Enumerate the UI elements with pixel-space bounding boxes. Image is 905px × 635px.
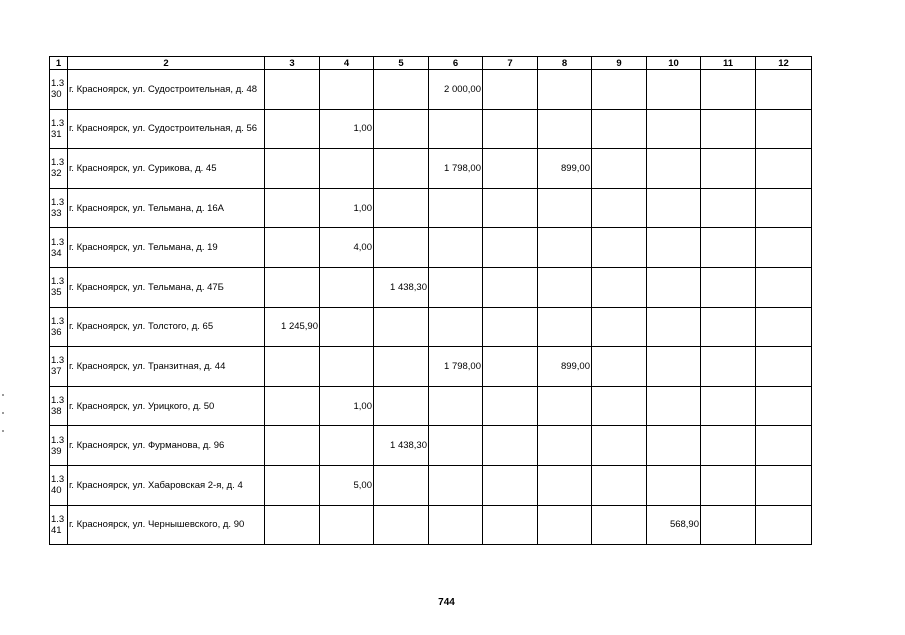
value-cell: 1 798,00 [429,347,483,387]
address-cell: г. Красноярск, ул. Тельмана, д. 16А [68,188,265,228]
value-cell [429,267,483,307]
value-cell [483,149,538,189]
value-cell [483,188,538,228]
value-cell [592,109,647,149]
value-cell: 5,00 [320,465,374,505]
value-cell [701,70,756,110]
value-cell [592,228,647,268]
value-cell [483,307,538,347]
table-row [50,307,812,347]
value-cell [701,109,756,149]
table-row [50,505,812,545]
value-cell: 2 000,00 [429,70,483,110]
row-number-cell: 1.3 33 [50,188,68,228]
value-cell: 899,00 [538,149,592,189]
value-cell [483,347,538,387]
value-cell [647,149,701,189]
value-cell [265,188,320,228]
value-cell [320,307,374,347]
address-cell: г. Красноярск, ул. Фурманова, д. 96 [68,426,265,466]
value-cell: 1 798,00 [429,149,483,189]
value-cell: 1,00 [320,188,374,228]
address-cell: г. Красноярск, ул. Судостроительная, д. 48 [68,70,265,110]
value-cell [701,307,756,347]
value-cell [429,228,483,268]
row-number-cell: 1.3 35 [50,267,68,307]
value-cell [374,149,429,189]
table-row [50,386,812,426]
value-cell [483,465,538,505]
value-cell [429,307,483,347]
value-cell [429,426,483,466]
value-cell [483,426,538,466]
value-cell [265,228,320,268]
value-cell [538,465,592,505]
value-cell [483,70,538,110]
value-cell [320,70,374,110]
page-number: 744 [438,597,455,608]
table-header-row [50,57,812,70]
value-cell [265,386,320,426]
value-cell [756,426,812,466]
value-cell: 4,00 [320,228,374,268]
value-cell [265,465,320,505]
value-cell [483,109,538,149]
table-row [50,109,812,149]
address-cell: г. Красноярск, ул. Хабаровская 2-я, д. 4 [68,465,265,505]
value-cell [701,505,756,545]
value-cell: 1 438,30 [374,267,429,307]
scan-artifact [2,412,4,414]
column-header: 3 [265,57,320,70]
value-cell [374,307,429,347]
value-cell [701,267,756,307]
value-cell [647,426,701,466]
value-cell [374,386,429,426]
value-cell [647,465,701,505]
value-cell [592,386,647,426]
address-cell: г. Красноярск, ул. Толстого, д. 65 [68,307,265,347]
column-header: 6 [429,57,483,70]
scan-artifact [2,394,4,396]
value-cell [756,149,812,189]
value-cell [429,386,483,426]
value-cell [429,188,483,228]
value-cell [538,228,592,268]
value-cell [374,347,429,387]
value-cell [756,505,812,545]
value-cell: 1 438,30 [374,426,429,466]
value-cell [701,149,756,189]
value-cell [592,267,647,307]
value-cell [647,267,701,307]
address-cell: г. Красноярск, ул. Урицкого, д. 50 [68,386,265,426]
value-cell [592,307,647,347]
value-cell [265,109,320,149]
column-header: 8 [538,57,592,70]
value-cell [647,109,701,149]
column-header: 1 [50,57,68,70]
value-cell [592,188,647,228]
value-cell [592,505,647,545]
address-cell: г. Красноярск, ул. Судостроительная, д. 56 [68,109,265,149]
value-cell [265,505,320,545]
value-cell [592,149,647,189]
column-header: 4 [320,57,374,70]
value-cell [592,465,647,505]
value-cell: 899,00 [538,347,592,387]
value-cell [320,267,374,307]
column-header: 7 [483,57,538,70]
value-cell [538,70,592,110]
value-cell [538,386,592,426]
value-cell [374,109,429,149]
value-cell [647,188,701,228]
value-cell [265,70,320,110]
value-cell [265,426,320,466]
value-cell [538,426,592,466]
table-row [50,149,812,189]
value-cell [429,109,483,149]
value-cell [538,307,592,347]
value-cell [320,426,374,466]
value-cell [374,228,429,268]
value-cell [701,465,756,505]
address-cell: г. Красноярск, ул. Сурикова, д. 45 [68,149,265,189]
value-cell [701,347,756,387]
value-cell [592,426,647,466]
table-row [50,188,812,228]
value-cell [701,426,756,466]
scan-artifact [2,430,4,432]
table-row [50,70,812,110]
value-cell [265,347,320,387]
value-cell [265,149,320,189]
row-number-cell: 1.3 41 [50,505,68,545]
table-row [50,228,812,268]
value-cell [756,70,812,110]
value-cell [320,149,374,189]
column-header: 5 [374,57,429,70]
value-cell [538,188,592,228]
address-cell: г. Красноярск, ул. Тельмана, д. 47Б [68,267,265,307]
value-cell [320,347,374,387]
value-cell [538,267,592,307]
value-cell [592,70,647,110]
table-row [50,347,812,387]
value-cell: 1,00 [320,109,374,149]
row-number-cell: 1.3 34 [50,228,68,268]
address-cell: г. Красноярск, ул. Тельмана, д. 19 [68,228,265,268]
value-cell [647,386,701,426]
value-cell [265,267,320,307]
column-header: 10 [647,57,701,70]
row-number-cell: 1.3 39 [50,426,68,466]
column-header: 2 [68,57,265,70]
table-row [50,465,812,505]
value-cell [483,228,538,268]
value-cell [647,347,701,387]
row-number-cell: 1.3 40 [50,465,68,505]
row-number-cell: 1.3 37 [50,347,68,387]
row-number-cell: 1.3 36 [50,307,68,347]
value-cell [483,267,538,307]
value-cell [374,70,429,110]
row-number-cell: 1.3 31 [50,109,68,149]
value-cell [647,228,701,268]
value-cell [756,188,812,228]
value-cell [483,386,538,426]
table-row [50,426,812,466]
column-header: 11 [701,57,756,70]
value-cell [374,188,429,228]
column-header: 12 [756,57,812,70]
value-cell [429,505,483,545]
value-cell [756,267,812,307]
value-cell [756,228,812,268]
value-cell: 568,90 [647,505,701,545]
value-cell [647,70,701,110]
value-cell [538,505,592,545]
value-cell [756,386,812,426]
row-number-cell: 1.3 30 [50,70,68,110]
row-number-cell: 1.3 38 [50,386,68,426]
table-row [50,267,812,307]
value-cell [701,386,756,426]
data-table [49,56,812,545]
value-cell [429,465,483,505]
value-cell [538,109,592,149]
value-cell [374,465,429,505]
value-cell [756,307,812,347]
value-cell [701,188,756,228]
value-cell [701,228,756,268]
column-header: 9 [592,57,647,70]
address-cell: г. Красноярск, ул. Чернышевского, д. 90 [68,505,265,545]
row-number-cell: 1.3 32 [50,149,68,189]
value-cell [374,505,429,545]
value-cell [320,505,374,545]
value-cell [756,347,812,387]
value-cell: 1,00 [320,386,374,426]
address-cell: г. Красноярск, ул. Транзитная, д. 44 [68,347,265,387]
value-cell [483,505,538,545]
value-cell [756,465,812,505]
value-cell [592,347,647,387]
value-cell: 1 245,90 [265,307,320,347]
value-cell [647,307,701,347]
value-cell [756,109,812,149]
